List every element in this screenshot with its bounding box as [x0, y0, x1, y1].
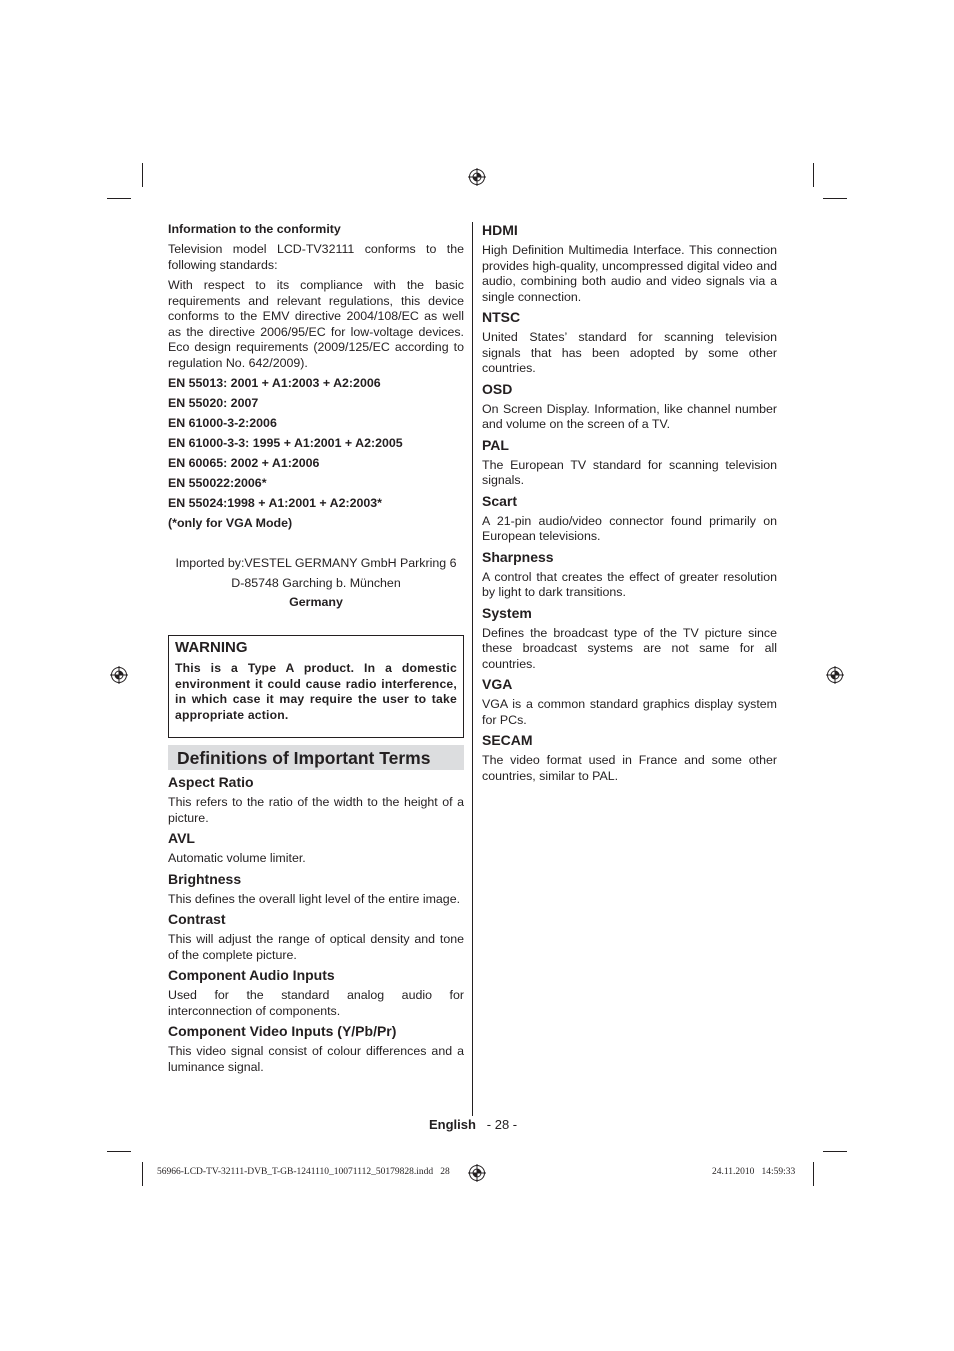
standard-item: EN 60065: 2002 + A1:2006	[168, 456, 320, 470]
term-entry	[482, 549, 777, 601]
standard-item: EN 55013: 2001 + A1:2003 + A2:2006	[168, 376, 381, 390]
term-definition: Defines the broadcast type of the TV picture since these broadcast systems are not same for all countries.	[482, 625, 777, 671]
term-definition: This will adjust the range of optical density and tone of the complete picture.	[168, 932, 464, 962]
term-entry	[482, 381, 777, 433]
term-entry	[168, 911, 464, 963]
term-definition: High Definition Multimedia Interface. This connection provides high-quality, uncompressed digital video and audio, combining both audio and video signals via a single connection.	[482, 243, 777, 304]
term-entry	[482, 493, 777, 545]
left-column	[168, 222, 464, 1078]
warning-text: This is a Type A product. In a domestic environment it could cause radio interference, in which case it may require the user to take appropriate action.	[175, 661, 457, 722]
term-name: PAL	[482, 436, 509, 453]
slug-timestamp: 24.11.2010 14:59:33	[712, 1167, 796, 1177]
term-name: OSD	[482, 380, 513, 397]
term-name: NTSC	[482, 309, 521, 325]
section-title: Definitions of Important Terms	[168, 745, 464, 770]
right-column	[482, 222, 777, 787]
term-definition: Used for the standard analog audio for interconnection of components.	[168, 988, 464, 1018]
term-name: Contrast	[168, 911, 226, 927]
importer-line: Imported by:VESTEL GERMANY GmbH Parkring 6	[175, 556, 457, 570]
registration-mark-icon	[468, 168, 486, 186]
crop-mark	[823, 198, 847, 199]
term-name: Brightness	[168, 870, 242, 887]
term-definition: Automatic volume limiter.	[168, 851, 306, 865]
importer-country: Germany	[289, 595, 343, 609]
crop-mark	[107, 1151, 131, 1152]
term-entry	[482, 437, 777, 489]
crop-mark	[813, 1162, 814, 1186]
term-name: Aspect Ratio	[168, 774, 254, 790]
term-entry	[482, 222, 777, 305]
term-definition: This defines the overall light level of the entire image.	[168, 891, 461, 906]
term-entry	[168, 967, 464, 1019]
term-name: System	[482, 604, 532, 621]
standard-item: EN 61000-3-2:2006	[168, 416, 277, 430]
registration-mark-icon	[468, 1164, 486, 1182]
term-definition: United States’ standard for scanning television signals that has been adopted by some other countries.	[482, 330, 777, 375]
crop-mark	[107, 198, 131, 199]
standard-item: EN 55024:1998 + A1:2001 + A2:2003*	[168, 496, 383, 510]
term-definition: VGA is a common standard graphics display system for PCs.	[482, 697, 777, 727]
term-definition: A control that creates the effect of greater resolution by light to dark transitions.	[482, 569, 777, 599]
term-entry	[168, 1023, 464, 1075]
term-definition: This refers to the ratio of the width to the height of a picture.	[168, 795, 464, 825]
crop-mark	[813, 163, 814, 187]
term-name: Sharpness	[482, 548, 554, 565]
page-number: - 28 -	[486, 1117, 518, 1132]
conformity-intro: Television model LCD-TV32111 conforms to the following standards:	[168, 242, 464, 272]
importer-block	[168, 553, 464, 611]
warning-title: WARNING	[175, 639, 248, 656]
standard-item: EN 55020: 2007	[168, 396, 259, 410]
term-definition: The European TV standard for scanning television signals.	[482, 457, 777, 487]
slug-filename: 56966-LCD-TV-32111-DVB_T-GB-1241110_10071112_50179828.indd 28	[157, 1167, 450, 1177]
conformity-compliance: With respect to its compliance with the basic requirements and relevant regulations, this device conforms to the EMV directive 2004/108/EC as well as the directive 2006/95/EC for low-voltage devices. Eco design requirements (2009/125/EC according to regulation No. 642/2009).	[168, 278, 464, 370]
term-definition: This video signal consist of colour differences and a luminance signal.	[168, 1044, 464, 1074]
term-definition: On Screen Display. Information, like channel number and volume on the screen of a TV.	[482, 401, 777, 431]
term-entry	[168, 774, 464, 826]
conformity-heading: Information to the conformity	[168, 222, 341, 236]
standard-item: EN 550022:2006*	[168, 476, 267, 490]
registration-mark-icon	[826, 666, 844, 684]
term-name: Component Video Inputs (Y/Pb/Pr)	[168, 1023, 397, 1039]
registration-mark-icon	[110, 666, 128, 684]
term-name: Scart	[482, 492, 518, 509]
term-definition: The video format used in France and some other countries, similar to PAL.	[482, 753, 777, 783]
term-entry	[168, 871, 464, 908]
term-name: Component Audio Inputs	[168, 967, 335, 983]
crop-mark	[142, 1162, 143, 1186]
term-name: HDMI	[482, 222, 518, 238]
term-name: SECAM	[482, 732, 533, 748]
term-entry	[482, 676, 777, 728]
standard-item: EN 61000-3-3: 1995 + A1:2001 + A2:2005	[168, 436, 403, 450]
crop-mark	[823, 1151, 847, 1152]
term-name: VGA	[482, 676, 513, 692]
standard-note: (*only for VGA Mode)	[168, 516, 293, 530]
term-name: AVL	[168, 830, 195, 846]
term-entry	[482, 605, 777, 673]
column-divider	[472, 222, 473, 1116]
term-definition: A 21-pin audio/video connector found primarily on European televisions.	[482, 513, 777, 543]
importer-address: D-85748 Garching b. München	[231, 576, 401, 590]
crop-mark	[142, 163, 143, 187]
term-entry	[482, 309, 777, 377]
term-entry	[168, 830, 464, 867]
warning-box	[168, 635, 464, 738]
term-entry	[482, 732, 777, 784]
footer-language: English	[429, 1117, 476, 1132]
page-footer	[429, 1117, 517, 1132]
